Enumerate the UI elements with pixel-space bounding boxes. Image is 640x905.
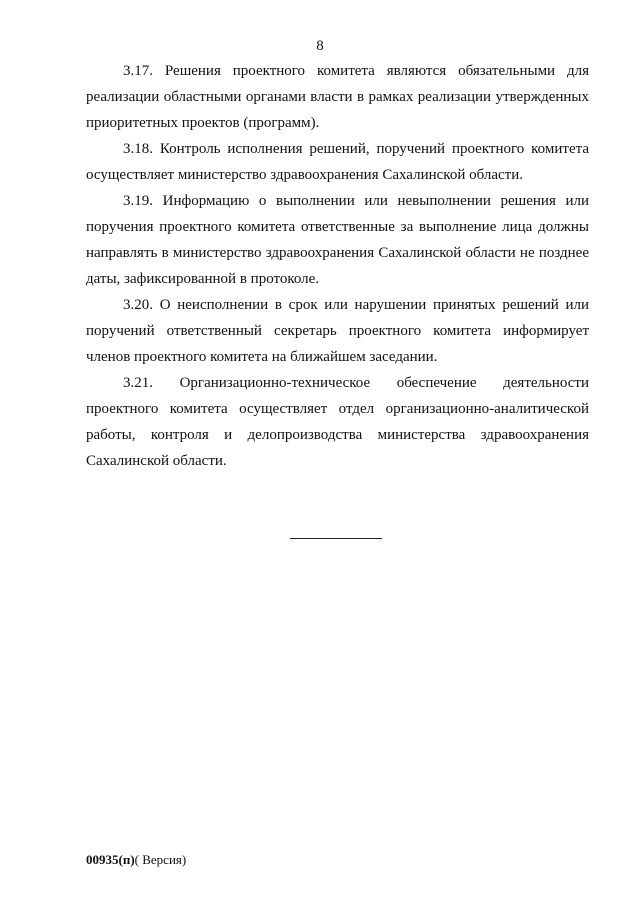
paragraph-3-21 [86, 370, 589, 474]
paragraph-number: 3.20. [123, 297, 153, 313]
document-body [86, 58, 589, 474]
paragraph-number: 3.21. [123, 375, 153, 391]
paragraph-text: Решения проектного комитета являются обязательными для реализации областными органами власти в рамках реализации утвержденных приоритетных проектов (программ). [86, 63, 589, 131]
paragraph-3-20 [86, 292, 589, 370]
paragraph-text: Контроль исполнения решений, поручений проектного комитета осуществляет министерство здравоохранения Сахалинской области. [86, 141, 590, 183]
paragraph-text: Информацию о выполнении или невыполнении решения или поручения проектного комитета ответственные за выполнение лица должны направлять в министерство здравоохранения Сахалинской области не позднее даты, зафиксированной в протоколе. [86, 193, 589, 287]
footer [86, 852, 186, 868]
paragraph-number: 3.17. [123, 63, 153, 79]
paragraph-text: Организационно-техническое обеспечение деятельности проектного комитета осуществляет отдел организационно-аналитической работы, контроля и делопроизводства министерства здравоохранения Сахалинской области. [86, 375, 589, 469]
paragraph-number: 3.18. [123, 141, 153, 157]
paragraph-3-19 [86, 188, 589, 292]
document-code: 00935(п) [86, 852, 135, 867]
paragraph-3-18 [86, 136, 589, 188]
paragraph-number: 3.19. [123, 193, 153, 209]
document-version: ( Версия) [134, 852, 187, 867]
paragraph-3-17 [86, 58, 589, 136]
paragraph-text: О неисполнении в срок или нарушении принятых решений или поручений ответственный секретарь проектного комитета информирует членов проектного комитета на ближайшем заседании. [86, 297, 590, 365]
end-separator-line [290, 538, 382, 539]
page-number: 8 [316, 38, 324, 54]
